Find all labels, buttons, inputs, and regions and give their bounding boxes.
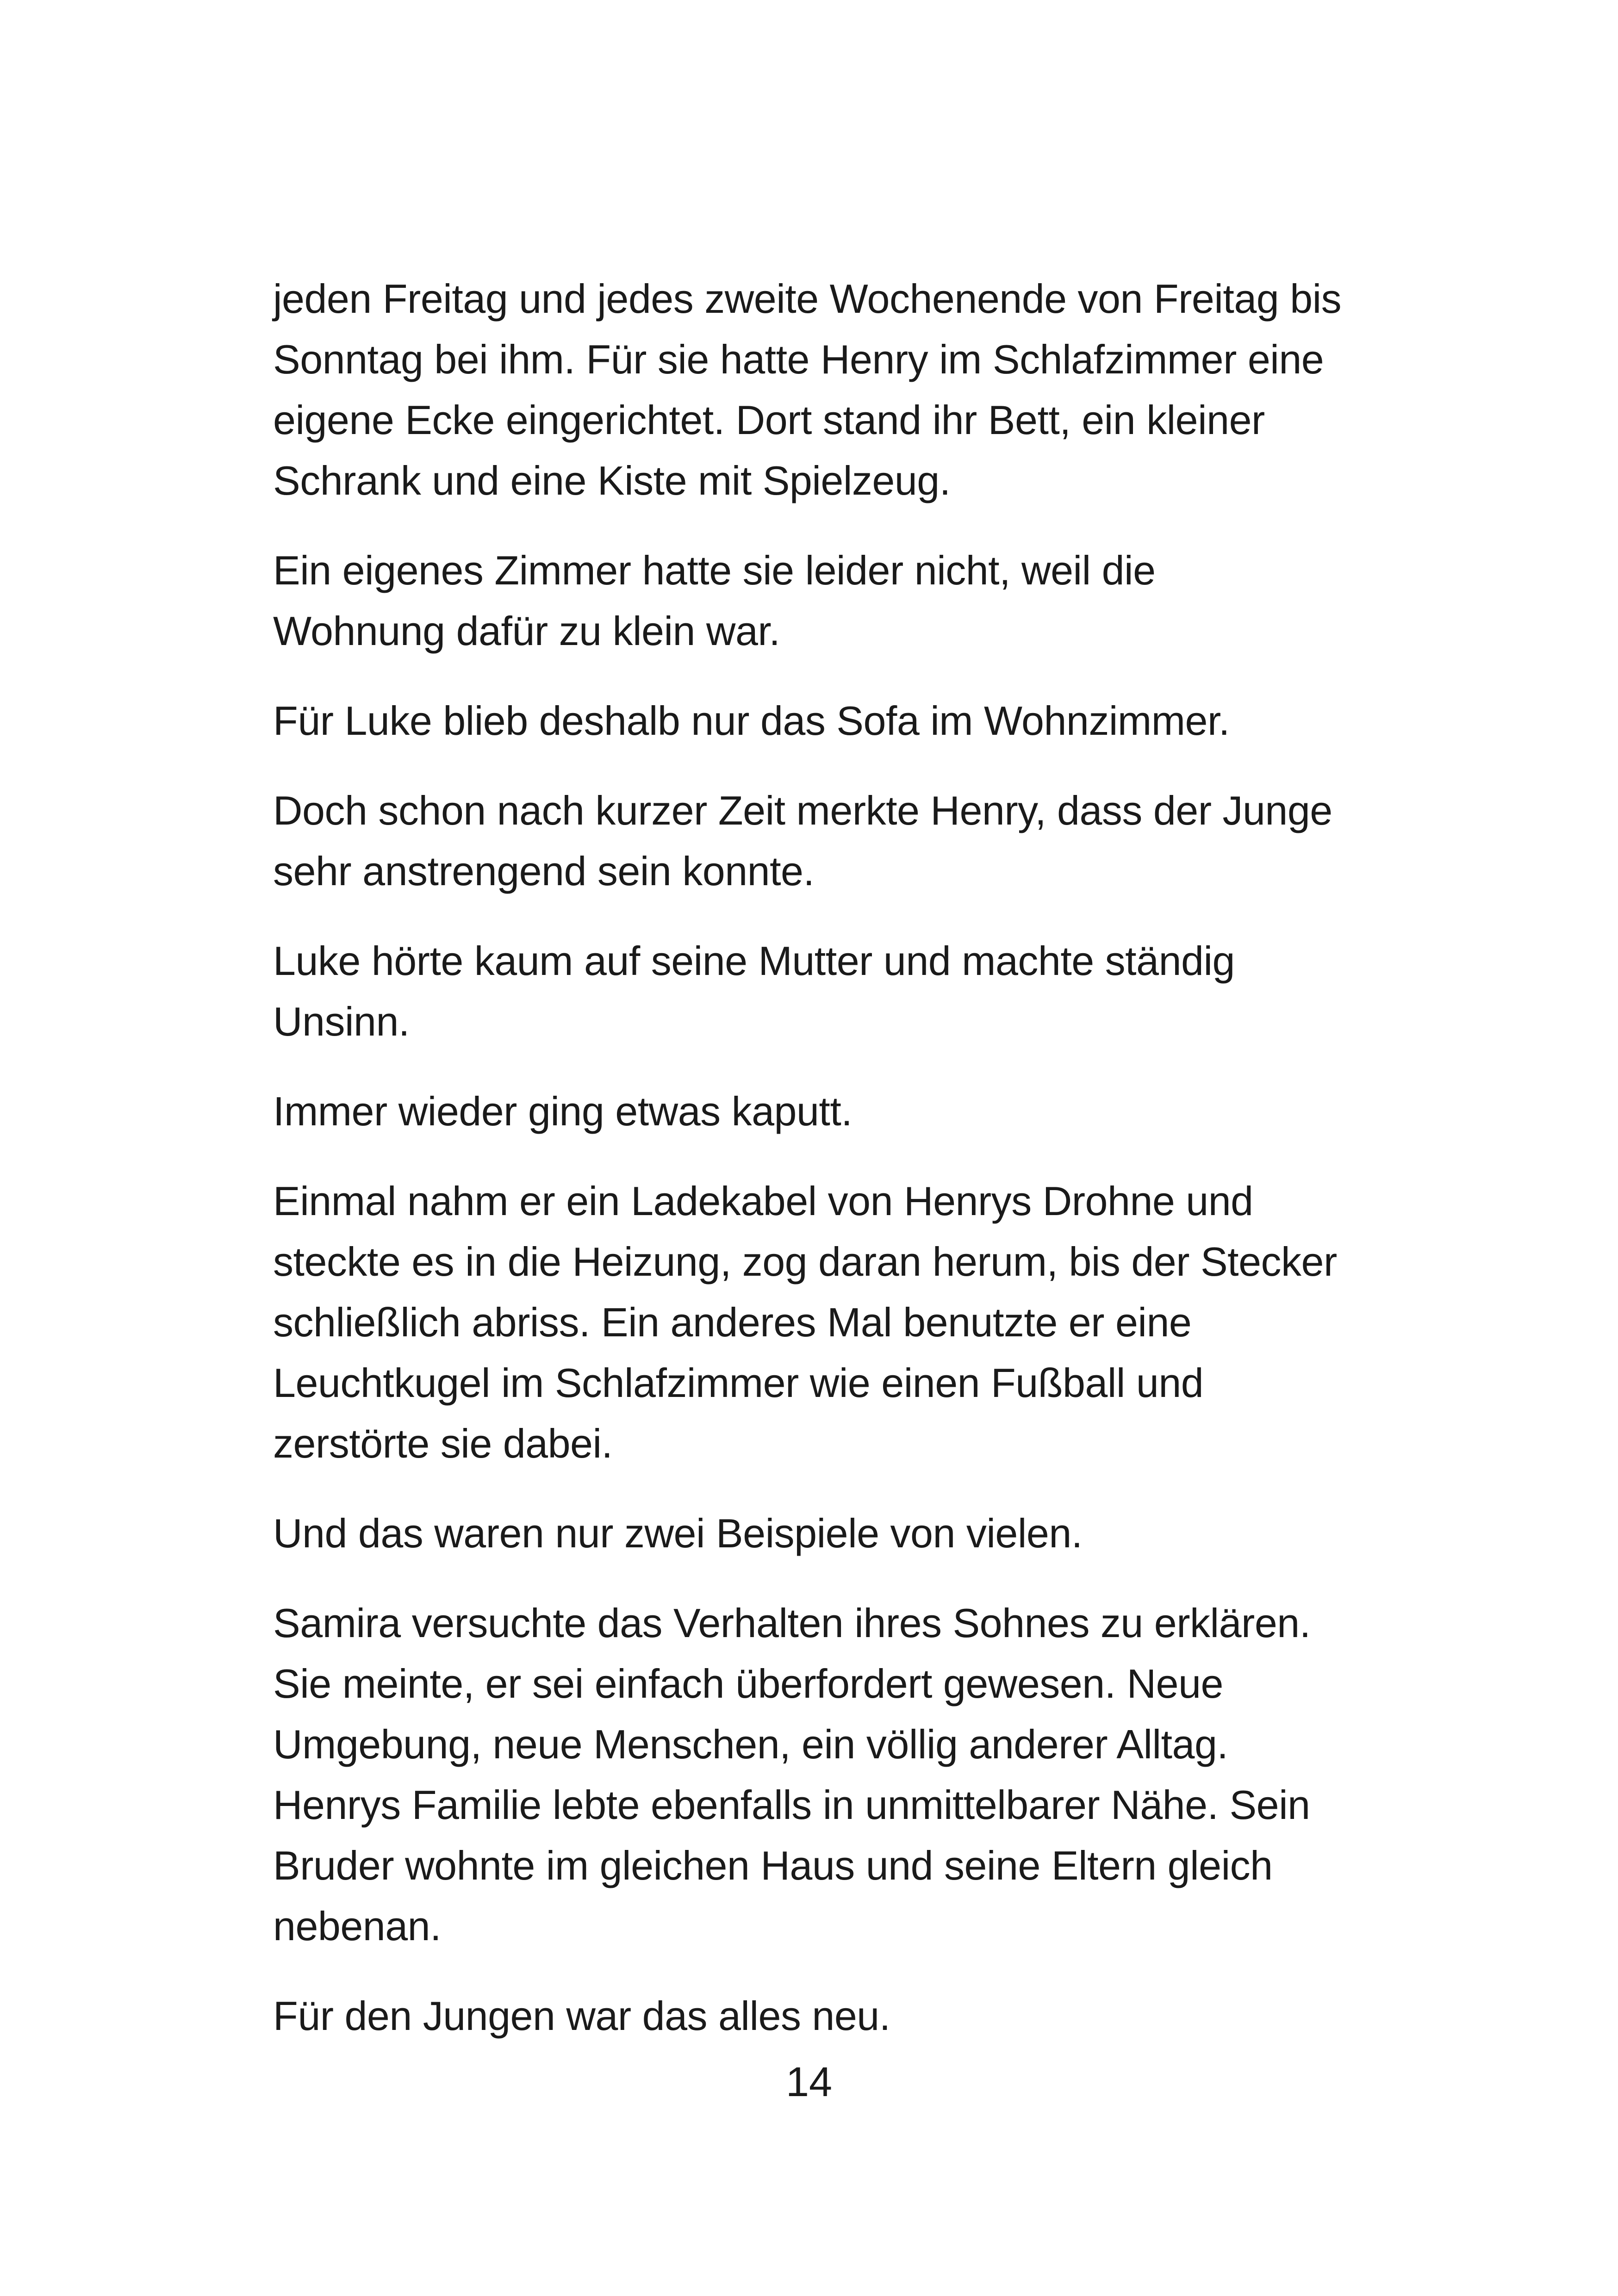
text-line: Unsinn. [273, 999, 410, 1044]
text-line: Sonntag bei ihm. Für sie hatte Henry im Schlafzimmer eine [273, 336, 1324, 382]
text-line: Henrys Familie lebte ebenfalls in unmittelbarer Nähe. Sein [273, 1782, 1310, 1828]
paragraph [273, 1503, 1375, 1564]
paragraph [273, 780, 1375, 901]
text-line: nebenan. [273, 1903, 442, 1949]
text-line: schließlich abriss. Ein anderes Mal benutzte er eine [273, 1299, 1192, 1345]
text-line: Wohnung dafür zu klein war. [273, 608, 780, 654]
paragraph [273, 1081, 1375, 1142]
paragraph [273, 1593, 1375, 1956]
paragraph [273, 268, 1375, 511]
text-line: Ein eigenes Zimmer hatte sie leider nicht, weil die [273, 547, 1156, 593]
text-line: jeden Freitag und jedes zweite Wochenende von Freitag bis [273, 276, 1342, 322]
paragraph [273, 1986, 1375, 2046]
page-body [273, 268, 1375, 2075]
text-line: zerstörte sie dabei. [273, 1421, 613, 1466]
text-line: eigene Ecke eingerichtet. Dort stand ihr Bett, ein kleiner [273, 397, 1265, 443]
text-line: Einmal nahm er ein Ladekabel von Henrys Drohne und [273, 1178, 1253, 1224]
text-line: Doch schon nach kurzer Zeit merkte Henry, dass der Junge [273, 788, 1332, 833]
text-line: Schrank und eine Kiste mit Spielzeug. [273, 458, 951, 503]
text-line: Bruder wohnte im gleichen Haus und seine Eltern gleich [273, 1843, 1273, 1888]
text-line: Sie meinte, er sei einfach überfordert gewesen. Neue [273, 1661, 1223, 1706]
paragraph [273, 1171, 1375, 1474]
paragraph [273, 540, 1375, 661]
page-number: 14 [785, 2059, 833, 2105]
text-line: Luke hörte kaum auf seine Mutter und machte ständig [273, 938, 1235, 984]
text-line: Immer wieder ging etwas kaputt. [273, 1088, 853, 1134]
paragraph [273, 931, 1375, 1052]
paragraph [273, 690, 1375, 751]
text-line: Leuchtkugel im Schlafzimmer wie einen Fußball und [273, 1360, 1204, 1406]
text-line: sehr anstrengend sein konnte. [273, 848, 815, 894]
text-line: Für Luke blieb deshalb nur das Sofa im Wohnzimmer. [273, 698, 1230, 744]
text-line: Samira versuchte das Verhalten ihres Sohnes zu erklären. [273, 1600, 1311, 1646]
text-line: steckte es in die Heizung, zog daran herum, bis der Stecker [273, 1239, 1337, 1285]
text-line: Und das waren nur zwei Beispiele von vielen. [273, 1510, 1083, 1556]
text-line: Umgebung, neue Menschen, ein völlig anderer Alltag. [273, 1721, 1228, 1767]
text-line: Für den Jungen war das alles neu. [273, 1993, 890, 2039]
